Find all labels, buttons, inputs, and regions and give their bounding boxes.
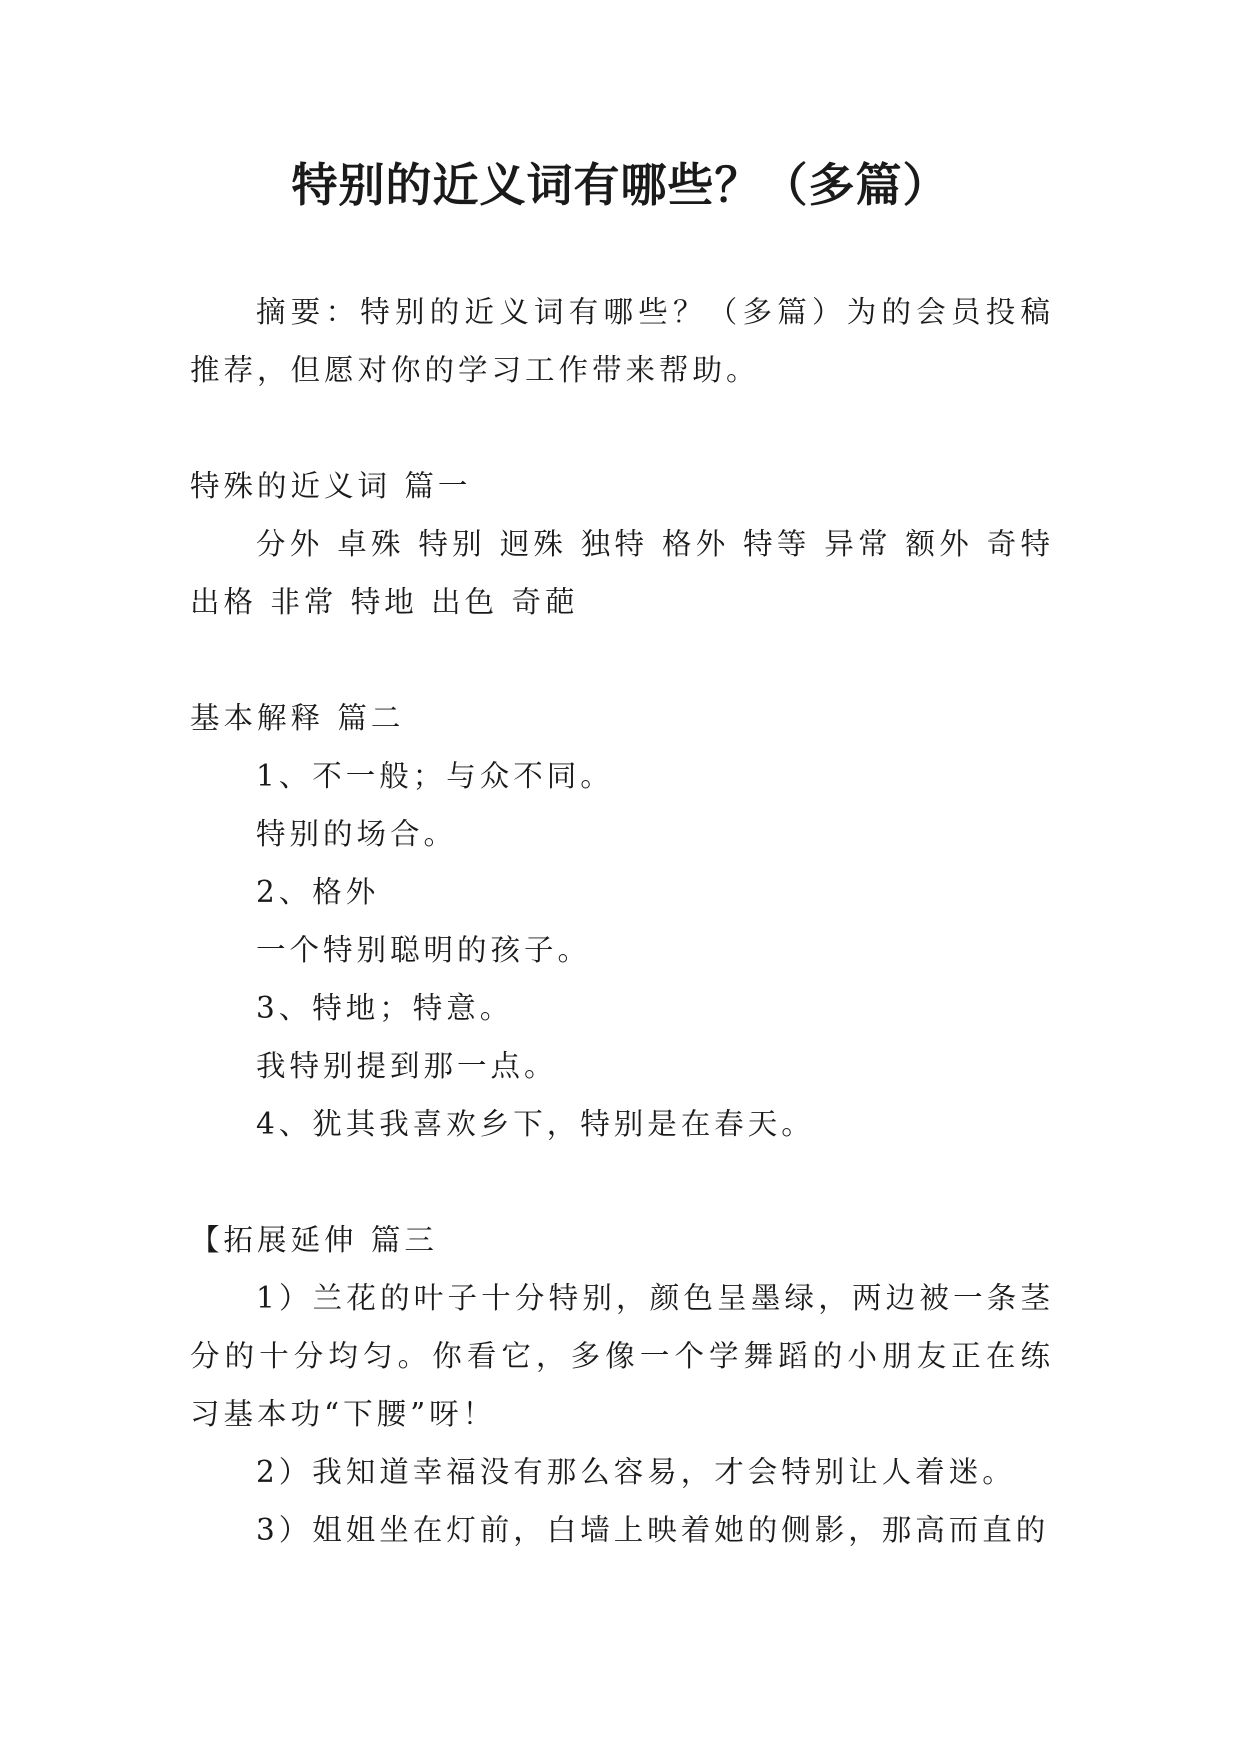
spacer	[190, 631, 1054, 689]
spacer	[190, 399, 1054, 457]
definition-line: 4、犹其我喜欢乡下，特别是在春天。	[256, 1107, 815, 1141]
example-line: 我特别提到那一点。	[256, 1049, 558, 1083]
synonym-list: 分外 卓殊 特别 迥殊 独特 格外 特等 异常 额外 奇特 出格 非常 特地 出色 奇葩	[190, 527, 1054, 619]
spacer	[190, 1153, 1054, 1211]
document-body	[190, 283, 1054, 1559]
example-sentence: 1）兰花的叶子十分特别，颜色呈墨绿，两边被一条茎分的十分均匀。你看它，多像一个学舞蹈的小朋友正在练习基本功“下腰”呀！	[190, 1281, 1054, 1431]
example-sentence: 2）我知道幸福没有那么容易，才会特别让人着迷。	[256, 1455, 1016, 1489]
abstract-paragraph: 摘要：特别的近义词有哪些？（多篇）为的会员投稿推荐，但愿对你的学习工作带来帮助。	[190, 295, 1054, 387]
definition-line: 3、特地；特意。	[256, 991, 514, 1025]
document-title: 特别的近义词有哪些？（多篇）	[291, 158, 950, 212]
definition-line: 1、不一般；与众不同。	[256, 759, 614, 793]
section-heading-2: 基本解释 篇二	[190, 701, 405, 735]
section-heading-3: 【拓展延伸 篇三	[190, 1223, 438, 1257]
example-line: 一个特别聪明的孩子。	[256, 933, 592, 967]
example-line: 特别的场合。	[256, 817, 458, 851]
section-heading-1: 特殊的近义词 篇一	[190, 469, 472, 503]
example-sentence: 3）姐姐坐在灯前，白墙上映着她的侧影，那高而直的	[256, 1513, 1050, 1547]
definition-line: 2、格外	[256, 875, 380, 909]
